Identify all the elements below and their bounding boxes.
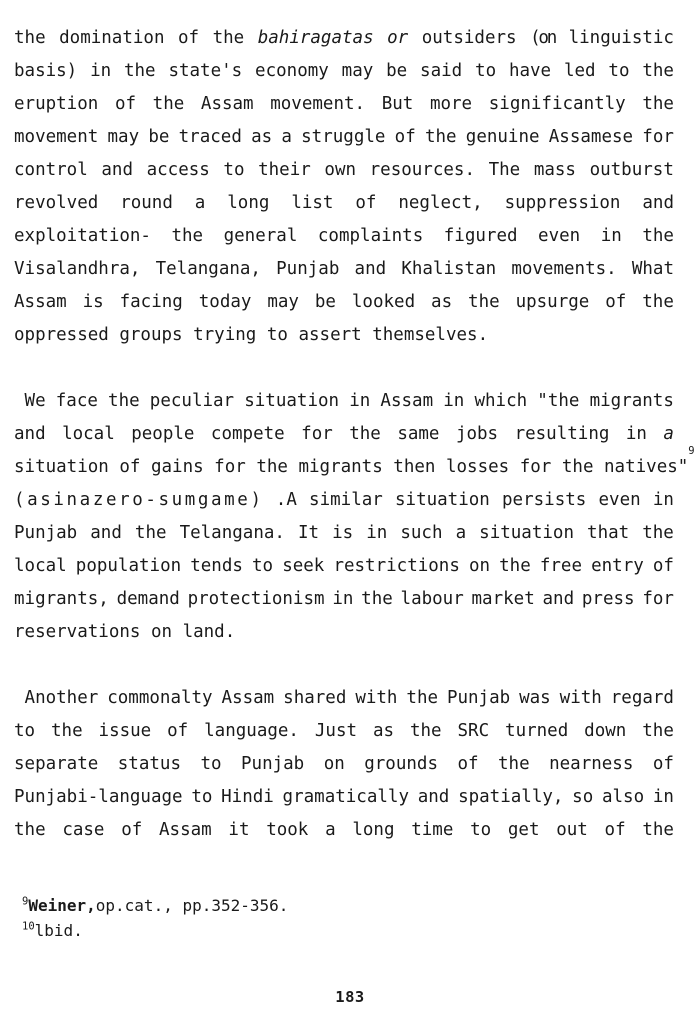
text-run: today xyxy=(198,292,252,312)
text-line xyxy=(14,121,674,154)
footnote-author: Weiner, xyxy=(28,896,96,915)
text-run: Assam xyxy=(200,94,254,114)
text-run: own xyxy=(324,160,357,180)
text-run: the xyxy=(642,820,674,840)
text-run: separate xyxy=(14,754,99,774)
text-run: and xyxy=(642,193,674,213)
text-run: SRC xyxy=(457,721,490,741)
text-run: commonalty xyxy=(107,688,213,708)
text-run: language. xyxy=(204,721,299,741)
text-line xyxy=(14,550,674,583)
paragraph-gap xyxy=(14,649,674,682)
text-run: to xyxy=(200,754,222,774)
text-run: exploitation- xyxy=(14,226,151,246)
text-line xyxy=(14,445,695,484)
text-run: local xyxy=(14,556,67,576)
text-run: of xyxy=(114,94,137,114)
text-run: round xyxy=(120,193,173,213)
text-run: compete xyxy=(210,424,285,444)
text-run: was xyxy=(519,688,551,708)
text-run: basis) xyxy=(14,61,78,81)
paragraph xyxy=(14,22,674,352)
text-run: We xyxy=(14,391,46,411)
text-run: Assam xyxy=(159,820,212,840)
text-run: restrictions xyxy=(333,556,460,576)
text-run: Another xyxy=(14,688,99,708)
text-run: the xyxy=(642,94,674,114)
text-run: general xyxy=(223,226,298,246)
text-run: gramatically xyxy=(282,787,409,807)
text-run: press xyxy=(581,589,635,609)
text-run: genuine xyxy=(465,127,540,147)
paragraph-gap xyxy=(14,352,674,385)
text-run: of xyxy=(457,754,479,774)
text-run: spatially, xyxy=(458,787,564,807)
text-run: in xyxy=(652,787,674,807)
text-line xyxy=(14,517,674,550)
text-run: to xyxy=(608,61,630,81)
text-run: neglect, xyxy=(398,193,483,213)
text-run: jobs xyxy=(455,424,499,444)
text-run: or xyxy=(387,28,409,48)
text-run: more xyxy=(429,94,473,114)
text-run: access xyxy=(146,160,210,180)
text-run: persists xyxy=(502,490,587,510)
text-run: outburst xyxy=(589,160,674,180)
paragraph xyxy=(14,385,695,649)
text-run: .A xyxy=(275,490,297,510)
text-run: resources. xyxy=(369,160,475,180)
text-run: the xyxy=(642,292,674,312)
text-run: the xyxy=(171,226,204,246)
text-run: the xyxy=(108,391,140,411)
text-line xyxy=(14,286,674,319)
text-run: the xyxy=(406,688,439,708)
text-run: revolved xyxy=(14,193,99,213)
text-run: the xyxy=(51,721,83,741)
text-line xyxy=(14,55,674,88)
text-run: Hindi xyxy=(221,787,274,807)
text-run: Assamese xyxy=(548,127,634,147)
body-text-block xyxy=(14,22,695,847)
text-run: to xyxy=(191,787,213,807)
text-run: and xyxy=(101,160,133,180)
paragraph xyxy=(14,682,674,847)
text-run: complaints xyxy=(317,226,424,246)
text-run: the xyxy=(212,28,245,48)
text-run: But xyxy=(381,94,414,114)
text-run: a xyxy=(194,193,206,213)
text-run: situation xyxy=(479,523,574,543)
text-run: demand xyxy=(116,589,180,609)
text-run: What xyxy=(631,259,674,279)
text-run: population xyxy=(75,556,182,576)
text-run: in xyxy=(625,424,647,444)
footnote-marker: 10 xyxy=(22,920,35,933)
text-line xyxy=(14,187,674,220)
text-run: same xyxy=(397,424,440,444)
text-line xyxy=(14,22,674,55)
footnote-reference: lbid. xyxy=(34,921,83,940)
text-run: in xyxy=(90,61,112,81)
text-run: on xyxy=(468,556,491,576)
text-run: took xyxy=(266,820,309,840)
text-run: in xyxy=(332,589,354,609)
text-run: Punjab xyxy=(446,688,511,708)
text-line xyxy=(14,748,674,781)
text-run: also xyxy=(601,787,645,807)
text-run: free xyxy=(539,556,582,576)
text-run: "the xyxy=(537,391,580,411)
text-run: is xyxy=(332,523,354,543)
text-line xyxy=(14,253,674,286)
text-run: the xyxy=(499,556,531,576)
text-run: get xyxy=(507,820,540,840)
text-run: a xyxy=(325,820,336,840)
text-run: Punjab xyxy=(276,259,340,279)
text-run: as xyxy=(372,721,395,741)
text-run: be xyxy=(314,292,336,312)
text-run: the xyxy=(123,61,156,81)
text-run: protectionism xyxy=(187,589,325,609)
text-line xyxy=(14,715,674,748)
text-run: the xyxy=(642,61,674,81)
text-run: is xyxy=(82,292,104,312)
text-run: of xyxy=(652,754,674,774)
text-run: oppressed groups trying to assert themselves. xyxy=(14,325,489,345)
text-run: regard xyxy=(610,688,674,708)
text-run: down xyxy=(584,721,627,741)
text-run: a xyxy=(455,523,467,543)
text-run: long xyxy=(352,820,395,840)
text-run: the xyxy=(152,94,185,114)
text-run: of xyxy=(605,292,627,312)
text-run: economy xyxy=(255,61,329,81)
text-run: and xyxy=(354,259,387,279)
text-run: (on xyxy=(530,28,556,48)
text-line xyxy=(14,385,674,418)
text-run: out xyxy=(556,820,588,840)
text-run: the xyxy=(134,523,167,543)
text-run: a xyxy=(663,424,674,444)
footnote-reference: op.cat., pp.352-356. xyxy=(95,896,289,915)
text-run: (asinazero-sumgame) xyxy=(14,490,264,510)
text-run: outsiders xyxy=(421,28,517,48)
text-run: to xyxy=(14,721,36,741)
text-run: time xyxy=(411,820,454,840)
text-run: the xyxy=(642,721,674,741)
text-run: eruption xyxy=(14,94,99,114)
text-run: seek xyxy=(282,556,325,576)
text-run: as xyxy=(431,292,453,312)
text-run: may xyxy=(341,61,374,81)
text-run: nearness xyxy=(549,754,634,774)
text-run: it xyxy=(228,820,250,840)
text-run: a xyxy=(281,127,292,147)
text-run: the xyxy=(14,28,46,48)
text-run: migrants xyxy=(589,391,674,411)
text-run: reservations on land. xyxy=(14,622,236,642)
footnote-marker: 9 xyxy=(22,895,29,908)
footnote-entry xyxy=(22,918,672,943)
text-run: as xyxy=(251,127,273,147)
text-run: for xyxy=(301,424,333,444)
text-run: facing xyxy=(119,292,183,312)
text-run: resulting xyxy=(514,424,610,444)
text-run: in xyxy=(443,391,465,411)
text-run: Assam xyxy=(14,292,67,312)
text-line xyxy=(14,616,674,649)
text-line xyxy=(14,418,674,451)
text-run: looked xyxy=(351,292,416,312)
text-run: migrants, xyxy=(14,589,109,609)
text-run: the xyxy=(498,754,530,774)
text-line xyxy=(14,154,674,187)
text-run: linguistic xyxy=(568,28,674,48)
text-run: traced xyxy=(178,127,242,147)
text-run: bahiragatas xyxy=(257,28,374,48)
text-run: may xyxy=(267,292,299,312)
text-run: case xyxy=(62,820,105,840)
text-run: situation xyxy=(395,490,490,510)
text-line xyxy=(14,682,674,715)
text-run: so xyxy=(572,787,594,807)
text-run: be xyxy=(386,61,408,81)
footnote-block xyxy=(22,893,672,943)
text-run: with xyxy=(355,688,398,708)
text-run: for xyxy=(642,127,674,147)
text-run: to xyxy=(475,61,497,81)
text-run: situation of gains for the migrants then losses for the natives" xyxy=(14,457,689,477)
text-run: have xyxy=(508,61,552,81)
text-run: of xyxy=(652,556,674,576)
text-run: shared xyxy=(283,688,347,708)
text-run: be xyxy=(148,127,170,147)
text-run: struggle xyxy=(301,127,386,147)
text-run: of xyxy=(355,193,377,213)
text-run: the xyxy=(424,127,457,147)
text-run: status xyxy=(117,754,181,774)
text-run: in xyxy=(349,391,371,411)
text-run: people xyxy=(131,424,195,444)
text-run: state's xyxy=(168,61,243,81)
text-run: significantly xyxy=(488,94,626,114)
text-run: domination xyxy=(59,28,165,48)
text-run: of xyxy=(121,820,143,840)
text-run: their xyxy=(258,160,311,180)
page-number: 183 xyxy=(335,988,365,1006)
text-run: similar xyxy=(309,490,383,510)
text-run: mass xyxy=(533,160,576,180)
text-run: Telangana, xyxy=(155,259,261,279)
text-line xyxy=(14,220,674,253)
text-run: The xyxy=(488,160,521,180)
text-run: even xyxy=(598,490,641,510)
text-run: turned xyxy=(505,721,569,741)
text-run: control xyxy=(14,160,88,180)
text-run: suppression xyxy=(504,193,621,213)
text-run: even xyxy=(538,226,581,246)
text-run: tends xyxy=(190,556,243,576)
text-run: the xyxy=(642,226,674,246)
text-run: peculiar xyxy=(149,391,235,411)
text-run: Punjab xyxy=(14,523,78,543)
text-run: movement xyxy=(14,127,99,147)
text-run: to xyxy=(470,820,492,840)
text-run: led xyxy=(563,61,596,81)
text-run: grounds xyxy=(364,754,438,774)
text-run: situation xyxy=(244,391,340,411)
text-run: movement. xyxy=(270,94,366,114)
text-run: with xyxy=(559,688,602,708)
text-run: of xyxy=(167,721,189,741)
text-run: that xyxy=(587,523,630,543)
text-run: may xyxy=(107,127,140,147)
text-run: for xyxy=(642,589,674,609)
text-run: in xyxy=(366,523,388,543)
text-run: upsurge xyxy=(515,292,590,312)
text-run: the xyxy=(468,292,500,312)
text-run: the xyxy=(642,523,674,543)
text-run: of xyxy=(604,820,626,840)
text-line xyxy=(14,319,674,352)
text-run: Punjab xyxy=(241,754,305,774)
text-run: list xyxy=(291,193,334,213)
text-line xyxy=(14,583,674,616)
text-run: said xyxy=(420,61,463,81)
text-run: the xyxy=(361,589,393,609)
text-run: face xyxy=(55,391,98,411)
text-line xyxy=(14,814,674,847)
text-run: to xyxy=(223,160,245,180)
text-run: Just xyxy=(314,721,358,741)
text-run: the xyxy=(349,424,381,444)
text-line xyxy=(14,781,674,814)
text-run: of xyxy=(178,28,200,48)
text-run: Assam xyxy=(380,391,434,411)
text-run: It xyxy=(297,523,320,543)
text-run: Punjabi-language xyxy=(14,787,183,807)
text-run: movements. xyxy=(511,259,617,279)
text-run: the xyxy=(14,820,46,840)
text-run: Telangana. xyxy=(179,523,285,543)
text-run: and xyxy=(542,589,575,609)
text-run: of xyxy=(394,127,416,147)
text-run: the xyxy=(409,721,442,741)
footnote-reference-marker: 9 xyxy=(688,445,695,457)
text-run: labour xyxy=(400,589,464,609)
text-line xyxy=(14,484,674,517)
text-run: Khalistan xyxy=(401,259,497,279)
text-run: and xyxy=(90,523,122,543)
text-run: in xyxy=(600,226,622,246)
text-run: Visalandhra, xyxy=(14,259,141,279)
text-run: issue xyxy=(98,721,152,741)
footnote-entry xyxy=(22,893,672,918)
text-run: market xyxy=(471,589,535,609)
text-run: entry xyxy=(591,556,644,576)
text-run: and xyxy=(417,787,450,807)
text-run: Assam xyxy=(221,688,275,708)
text-run: figured xyxy=(443,226,518,246)
text-run: local xyxy=(62,424,115,444)
text-line xyxy=(14,88,674,121)
text-run: to xyxy=(252,556,274,576)
text-run: which xyxy=(474,391,528,411)
text-run: such xyxy=(400,523,443,543)
text-run: and xyxy=(14,424,46,444)
text-run: in xyxy=(652,490,674,510)
text-run: on xyxy=(323,754,345,774)
text-run: long xyxy=(227,193,270,213)
